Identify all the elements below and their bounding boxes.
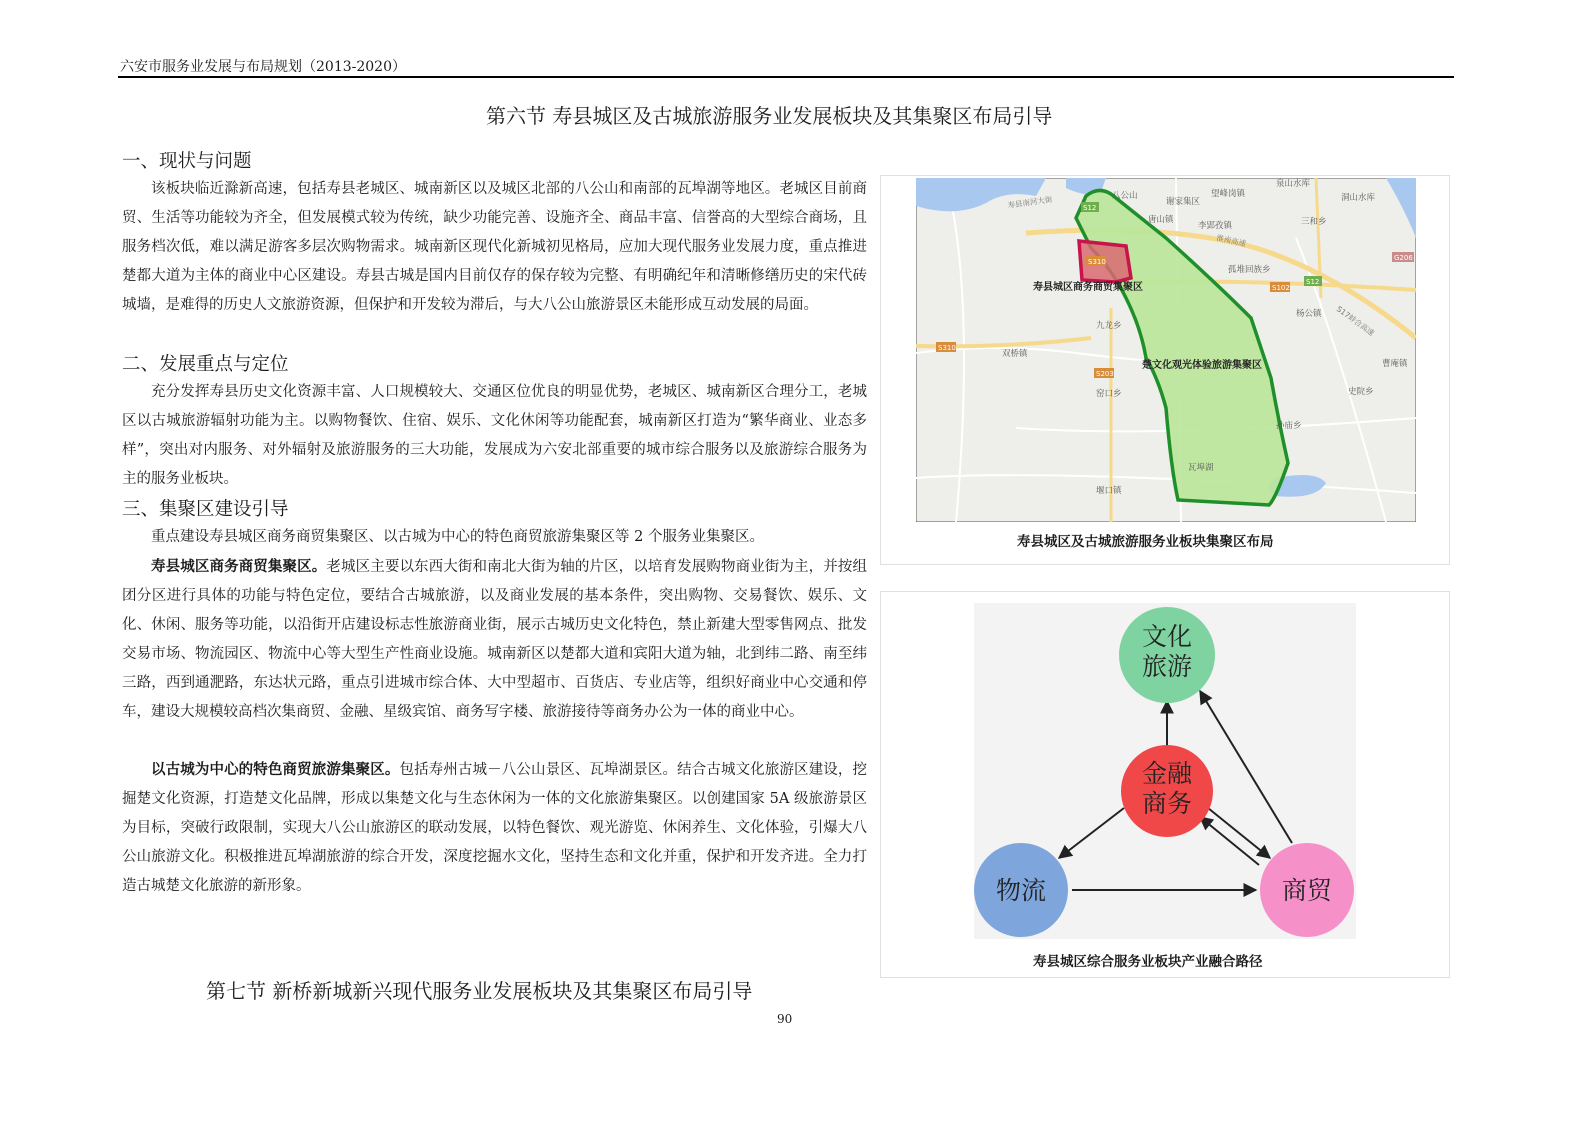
- paragraph-cluster-intro: 重点建设寿县城区商务商贸集聚区、以古城为中心的特色商贸旅游集聚区等 2 个服务业集聚区。: [151, 529, 764, 545]
- finance-node-line2: 商务: [1141, 789, 1193, 818]
- tourism-zone-label: 楚文化观光体验旅游集聚区: [1142, 360, 1262, 371]
- paragraph-focus: 充分发挥寿县历史文化资源丰富、人口规模较大、交通区位优良的明显优势，老城区、城南新区合理分工，老城区以古城旅游辐射功能为主。以购物餐饮、住宿、娱乐、文化休闲等功能配套，城南新区打造为“繁华商业、业态多样”，突出对内服务、对外辐射及旅游服务的三大功能，发展成为六安北部重要的城市综合服务以及旅游综合服务为主的服务业板块。: [122, 384, 867, 487]
- business-cluster-term: 寿县城区商务商贸集聚区。: [151, 558, 327, 575]
- paragraph-tourism-cluster: [122, 755, 867, 901]
- heading-cluster: 三、集聚区建设引导: [122, 499, 289, 520]
- place-label: 九龙乡: [1096, 321, 1122, 331]
- road-name-label: 寿县南河大街: [1007, 194, 1053, 210]
- map-image: [916, 178, 1416, 522]
- business-cluster-text: 老城区主要以东西大街和南北大街为轴的片区，以培育发展购物商业街为主，并按组团分区进行具体的功能与特色定位，要结合古城旅游，以及商业发展的基本条件，突出购物、交易餐饮、娱乐、文化、休闲、服务等功能，以沿街开店建设标志性旅游商业街，展示古城历史文化特色，禁止新建大型零售网点、批发交易市场、物流园区、物流中心等大型生产性商业设施。城南新区以楚都大道和宾阳大道为轴，北到纬二路、南至纬三路，西到通淝路，东达状元路，重点引进城市综合体、大中型超市、百货店、专业店等，组织好商业中心交通和停车，建设大规模较高档次集商贸、金融、星级宾馆、商务写字楼、旅游接待等商务办公为一体的商业中心。: [122, 559, 867, 720]
- place-label: 杨公镇: [1296, 309, 1322, 319]
- heading-status: 一、现状与问题: [122, 151, 252, 172]
- place-label: 三和乡: [1301, 217, 1327, 227]
- diagram-caption: 寿县城区综合服务业板块产业融合路径: [1033, 954, 1263, 970]
- road-badge: S12: [1083, 204, 1097, 212]
- road-name-label: 淮南高速: [1215, 233, 1247, 249]
- place-label: 瓦埠湖: [1188, 463, 1214, 473]
- section-7-title: 第七节 新桥新城新兴现代服务业发展板块及其集聚区布局引导: [206, 979, 753, 1003]
- place-label: 泉山水库: [1276, 179, 1311, 189]
- road-badge: S12: [1306, 278, 1320, 286]
- running-header: 六安市服务业发展与布局规划（2013-2020）: [120, 59, 406, 75]
- fusion-diagram: [974, 603, 1356, 939]
- place-label: 望峰岗镇: [1211, 189, 1246, 199]
- place-label: 孙庙乡: [1276, 421, 1302, 431]
- paragraph-status: 该板块临近滁新高速，包括寿县老城区、城南新区以及城区北部的八公山和南部的瓦埠湖等地区。老城区目前商贸、生活等功能较为齐全，但发展模式较为传统，缺少功能完善、设施齐全、商品丰富、信誉高的大型综合商场，且服务档次低，难以满足游客多层次购物需求。城南新区现代化新城初见格局，应加大现代服务业发展力度，重点推进楚都大道为主体的商业中心区建设。寿县古城是国内目前仅存的保存较为完整、有明确纪年和清晰修缮历史的宋代砖城墙，是难得的历史人文旅游资源，但保护和开发较为滞后，与大八公山旅游景区未能形成互动发展的局面。: [122, 181, 867, 313]
- heading-focus: 二、发展重点与定位: [122, 354, 289, 375]
- road-badge: S310: [1088, 258, 1106, 266]
- road-badge: G206: [1394, 254, 1413, 262]
- section-6-title: 第六节 寿县城区及古城旅游服务业发展板块及其集聚区布局引导: [486, 104, 1053, 128]
- place-label: 唐山镇: [1148, 215, 1174, 225]
- culture-node-line2: 旅游: [1141, 652, 1193, 681]
- tourism-cluster-term: 以古城为中心的特色商贸旅游集聚区。: [151, 761, 400, 778]
- place-label: 洞山水库: [1341, 193, 1376, 203]
- place-label: 孤堆回族乡: [1228, 265, 1271, 275]
- place-label: 谢家集区: [1166, 197, 1201, 207]
- page-number: 90: [777, 1012, 793, 1026]
- header-rule: [118, 76, 1454, 78]
- tourism-cluster-text: 包括寿州古城－八公山景区、瓦埠湖景区。结合古城文化旅游区建设，挖掘楚文化资源，打造楚文化品牌，形成以集楚文化与生态休闲为一体的文化旅游集聚区。以创建国家 5A 级旅游景区为目标，突破行政限制，实现大八公山旅游区的联动发展，以特色餐饮、观光游览、休闲养生、文化体验，引爆大八公山旅游文化。积极推进瓦埠湖旅游的综合开发，深度挖掘水文化，坚持生态和文化并重，保护和开发齐进。全力打造古城楚文化旅游的新形象。: [122, 762, 868, 894]
- finance-node-line1: 金融: [1141, 759, 1193, 788]
- paragraph-business-cluster: [122, 552, 867, 727]
- road-badge: S102: [1272, 284, 1290, 292]
- business-zone-label: 寿县城区商务商贸集聚区: [1033, 282, 1143, 293]
- road-badge: S310: [938, 344, 956, 352]
- culture-node-line1: 文化: [1141, 622, 1193, 651]
- place-label: 八公山: [1112, 191, 1138, 201]
- trade-node-label: 商贸: [1281, 876, 1333, 905]
- place-label: 堰口镇: [1096, 486, 1122, 496]
- place-label: 史院乡: [1348, 387, 1374, 397]
- place-label: 双桥镇: [1002, 349, 1028, 359]
- place-label: 李郢孜镇: [1198, 221, 1233, 231]
- logistics-node-label: 物流: [995, 876, 1047, 905]
- place-label: 窑口乡: [1096, 389, 1122, 399]
- road-badge: S203: [1096, 370, 1114, 378]
- map-caption: 寿县城区及古城旅游服务业板块集聚区布局: [1017, 534, 1274, 550]
- place-label: 曹庵镇: [1382, 359, 1408, 369]
- road-name-label: S17蚌合高速: [1334, 304, 1376, 338]
